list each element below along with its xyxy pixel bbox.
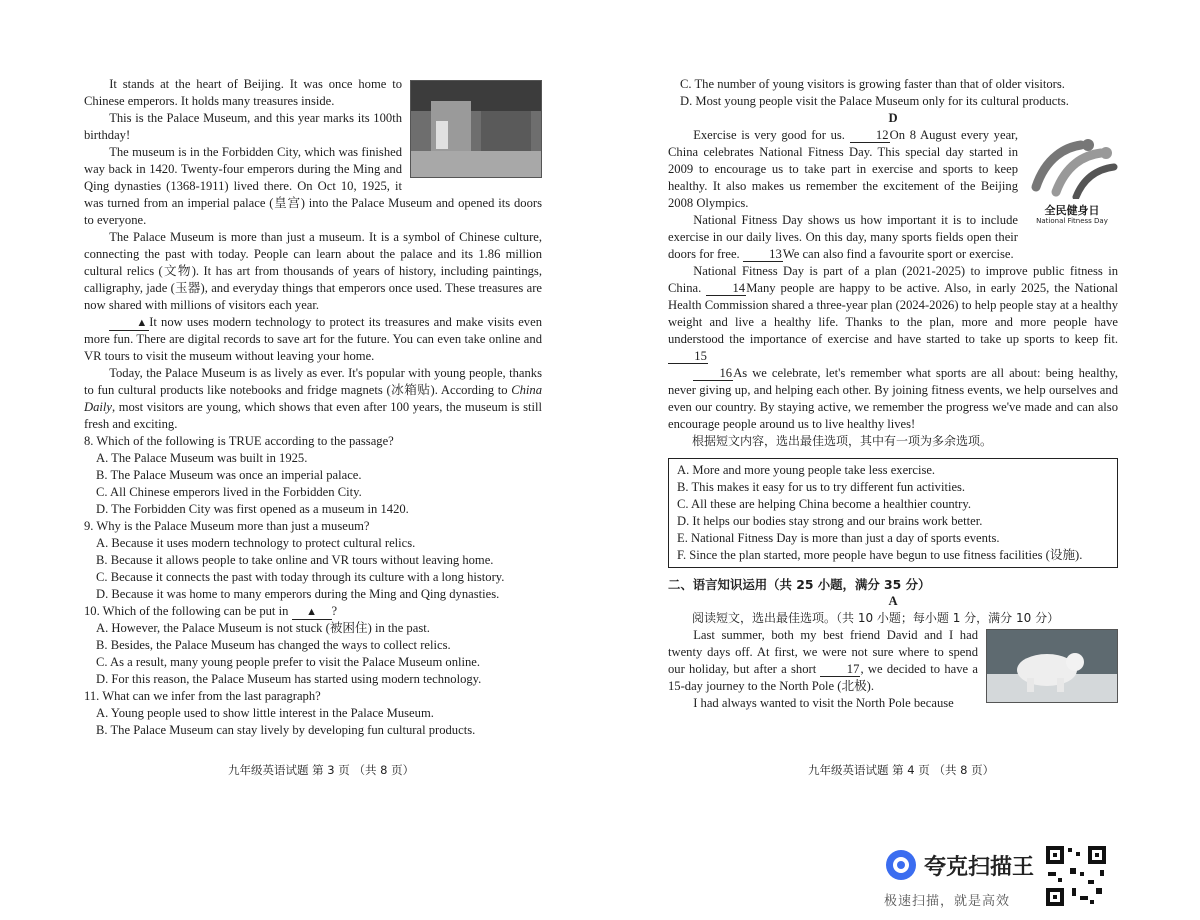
paragraph: It stands at the heart of Beijing. It was once home to Chinese emperors. It holds many treasures inside. (84, 77, 402, 108)
paragraph-text: Exercise is very good for us. (693, 128, 845, 142)
choice-option: C. All these are helping China become a healthier country. (677, 497, 971, 511)
choice-option: E. National Fitness Day is more than just a day of sports events. (677, 531, 1000, 545)
watermark-slogan: 极速扫描，就是高效 (884, 894, 1011, 909)
blank-12: 12 (850, 128, 890, 143)
question-option: C. All Chinese emperors lived in the Forbidden City. (96, 485, 362, 499)
qr-code-icon (1044, 844, 1108, 908)
paragraph-text: , we decided to have a 15-day journey to the North Pole (北极). (668, 662, 978, 693)
paragraph-text: Last summer, both my best friend David and I had twenty days off. At first, we were not sure where to spend our holiday, but after a short (668, 628, 978, 676)
question-option: D. Because it was home to many emperors during the Ming and Qing dynasties. (96, 587, 500, 601)
part-heading: 二、语言知识运用（共 25 小题，满分 35 分） (668, 577, 931, 592)
page-footer: 九年级英语试题 第 4 页 （共 8 页） (808, 763, 995, 777)
question-option: D. For this reason, the Palace Museum has started using modern technology. (96, 672, 482, 686)
choice-option: A. More and more young people take less exercise. (677, 463, 936, 477)
question-option: D. Most young people visit the Palace Museum only for its cultural products. (680, 94, 1069, 108)
fitness-day-logo (1026, 137, 1118, 229)
paragraph: This is the Palace Museum, and this year marks its 100th birthday! (84, 111, 402, 142)
right-page (668, 76, 1118, 712)
scanner-logo-icon (884, 848, 918, 882)
paragraph-text: , most visitors are young, which shows that even after 100 years, the museum is still fresh and exciting. (84, 400, 542, 431)
question-option: C. The number of young visitors is growing faster than that of older visitors. (680, 77, 1065, 91)
question-option: B. The Palace Museum can stay lively by developing fun cultural products. (96, 723, 476, 737)
blank-16: 16 (693, 366, 733, 381)
choice-option: D. It helps our bodies stay strong and our brains work better. (677, 514, 983, 528)
source-name: China Daily (84, 383, 542, 414)
choice-option: F. Since the plan started, more people have begun to use fitness facilities (设施). (677, 548, 1083, 562)
page-footer: 九年级英语试题 第 3 页 （共 8 页） (228, 763, 415, 777)
paragraph (84, 365, 542, 433)
paragraph (84, 314, 542, 365)
blank-marker: ▲ (109, 316, 149, 331)
question-option: C. As a result, many young people prefer to visit the Palace Museum online. (96, 655, 481, 669)
question-stem: 8. Which of the following is TRUE according to the passage? (84, 434, 394, 448)
paragraph-text: National Fitness Day is part of a plan (2021-2025) to improve public fitness in China. (668, 264, 1118, 295)
scanner-watermark (884, 840, 1200, 920)
options-box (668, 458, 1118, 568)
paragraph-text: Many people are happy to be active. Also, in early 2025, the National Health Commission shared a three-year plan (2024-2026) to help people stay at a healthy weight and live a healthy life. Thanks to the plan, more and more people have understood the importance of exercise and have started to take up sports to keep fit. (668, 281, 1118, 346)
paragraph-text: On 8 August every year, China celebrates National Fitness Day. This special day started in 2009 to encourage us to take part in exercise and sports to keep healthy. It also makes us remember the excitement of the Beijing 2008 Olympics. (668, 128, 1018, 210)
polar-bear-photo (986, 629, 1118, 703)
section-heading: D (888, 111, 898, 125)
question-stem: 9. Why is the Palace Museum more than just a museum? (84, 519, 370, 533)
section-heading: A (888, 594, 898, 608)
paragraph: The Palace Museum is more than just a museum. It is a symbol of Chinese culture, connecting the past with today. People can learn about the palace and its 1.86 million cultural relics (文物). It has art from thousands of years of history, including paintings, calligraphy, jade (玉器), and everyday things that emperors once used. These treasures are now shared with millions of visitors each year. (84, 230, 542, 312)
question-stem-text: 10. Which of the following can be put in (84, 604, 289, 618)
paragraph-text: We can also find a favourite sport or exercise. (782, 247, 1014, 261)
instruction: 根据短文内容，选出最佳选项，其中有一项为多余选项。 (692, 434, 993, 448)
left-page (84, 76, 542, 739)
blank-13: 13 (743, 247, 783, 262)
paragraph (668, 365, 1118, 433)
question-stem: 11. What can we infer from the last paragraph? (84, 689, 321, 703)
choice-option: B. This makes it easy for us to try different fun activities. (677, 480, 966, 494)
paragraph (668, 263, 1118, 365)
palace-museum-photo (410, 80, 542, 178)
paragraph-text: National Fitness Day shows us how important it is to include exercise in our daily lives. On this day, many sports fields open their doors for free. (668, 213, 1018, 261)
question-stem (84, 603, 542, 620)
question-option: A. Because it uses modern technology to protect cultural relics. (96, 536, 416, 550)
instruction: 阅读短文，选出最佳选项。（共 10 小题；每小题 1 分，满分 10 分） (692, 611, 1060, 625)
logo-title: 全民健身日 (1044, 204, 1100, 217)
blank-15: 15 (668, 349, 708, 364)
blank-14: 14 (706, 281, 746, 296)
paragraph: The museum is in the Forbidden City, which was finished way back in 1420. Twenty-four emperors during the Ming and Qing dynasties (1368-1911) lived there. On Oct 10, 1925, it was turned from an imperial palace (皇宫) into the Palace Museum and opened its doors to everyone. (84, 145, 542, 227)
paragraph-text: It now uses modern technology to protect its treasures and make visits even more fun. There are digital records to save art for the future. You can even take online and VR tours to visit the museum without leaving your home. (84, 315, 542, 363)
question-option: B. Because it allows people to take online and VR tours without leaving home. (96, 553, 494, 567)
question-option: A. Young people used to show little interest in the Palace Museum. (96, 706, 434, 720)
question-option: D. The Forbidden City was first opened as a museum in 1420. (96, 502, 409, 516)
question-option: C. Because it connects the past with today through its culture with a long history. (96, 570, 505, 584)
paragraph: I had always wanted to visit the North Pole because (693, 696, 954, 710)
question-stem-text: ? (331, 604, 338, 618)
question-option: B. The Palace Museum was once an imperial palace. (96, 468, 362, 482)
question-option: A. The Palace Museum was built in 1925. (96, 451, 308, 465)
blank-marker: ▲ (292, 605, 332, 620)
watermark-brand: 夸克扫描王 (924, 855, 1035, 880)
question-option: A. However, the Palace Museum is not stuck (被困住) in the past. (96, 621, 430, 635)
blank-17: 17 (820, 662, 860, 677)
logo-subtitle: National Fitness Day (1036, 217, 1108, 225)
paragraph-text: As we celebrate, let's remember what sports are all about: being healthy, never giving up, and helping each other. By joining fitness events, we help ourselves and even our country. By staying active, we remember the progress we've made and can also encourage people around us to live healthy lives! (668, 366, 1118, 431)
question-option: B. Besides, the Palace Museum has changed the ways to collect relics. (96, 638, 451, 652)
paragraph-text: Today, the Palace Museum is as lively as ever. It's popular with young people, thanks to fun cultural products like notebooks and fridge magnets (冰箱贴). According to (84, 366, 542, 397)
